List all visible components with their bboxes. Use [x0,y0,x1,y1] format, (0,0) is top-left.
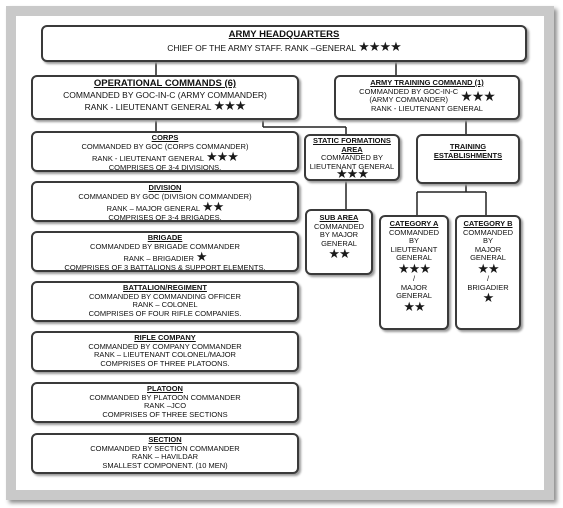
category-b-major-general-stars-icon: ★★ [477,260,499,276]
section-composition: SMALLEST COMPONENT. (10 MEN) [102,460,228,470]
division-box [31,181,299,222]
brigade-star-icon: ★ [195,249,207,265]
org-chart-canvas [16,16,544,490]
division-rank-text: RANK – MAJOR GENERAL [106,204,201,214]
corps-commander: COMMANDED BY GOC (CORPS COMMANDER) [81,141,249,151]
category-a-major-general-stars-icon: ★★ [403,298,425,314]
lieutenant-general-stars-icon: ★★★ [213,98,246,113]
operational-rank-text: RANK - LIEUTENANT GENERAL [84,102,212,112]
corps-stars-icon: ★★★ [206,149,238,165]
rifle-company-box [31,331,299,372]
sub-area-box [305,209,373,275]
category-b-line5: BRIGADIER [467,282,509,292]
corps-title: CORPS [151,133,179,142]
army-training-command-title: ARMY TRAINING COMMAND (1) [370,78,484,87]
battalion-box [31,281,299,322]
category-a-title: CATEGORY A [389,219,439,228]
platoon-title: PLATOON [147,384,183,393]
battalion-composition: COMPRISES OF FOUR RIFLE COMPANIES. [88,308,242,318]
sub-area-title: SUB AREA [319,213,359,222]
static-formations-stars-icon: ★★★ [336,166,368,182]
sub-area-line2: BY MAJOR [319,230,359,240]
brigade-title: BRIGADE [147,233,183,242]
sub-area-line3: GENERAL [321,238,357,248]
chief-rank-text: CHIEF OF THE ARMY STAFF. RANK –GENERAL [167,43,357,53]
battalion-commander: COMMANDED BY COMMANDING OFFICER [89,291,241,301]
platoon-composition: COMPRISES OF THREE SECTIONS [102,409,228,419]
rifle-company-composition: COMPRISES OF THREE PLATOONS. [100,358,230,368]
corps-rank-text: RANK - LIEUTENANT GENERAL [92,154,204,164]
sub-area-stars-icon: ★★ [328,246,350,262]
training-command-rank: RANK - LIEUTENANT GENERAL [371,103,483,113]
brigade-commander: COMMANDED BY BRIGADE COMMANDER [90,241,240,251]
division-title: DIVISION [148,183,182,192]
corps-composition: COMPRISES OF 3-4 DIVISIONS. [108,162,222,172]
brigade-rank-text: RANK – BRIGADIER [123,254,194,264]
section-box [31,433,299,474]
platoon-commander: COMMANDED BY PLATOON COMMANDER [89,392,241,402]
battalion-rank: RANK – COLONEL [132,300,198,310]
category-a-line3: LIEUTENANT [390,244,438,254]
platoon-rank: RANK –JCO [143,401,187,411]
division-rank [33,201,297,214]
category-a-line1: COMMANDED [389,227,439,237]
army-headquarters-title: ARMY HEADQUARTERS [228,29,340,40]
category-b-brigadier-star-icon: ★ [482,290,494,306]
section-commander: COMMANDED BY SECTION COMMANDER [90,443,240,453]
army-headquarters-chief [43,41,525,53]
corps-rank [33,151,297,164]
training-command-stars-icon: ★★★ [460,88,495,105]
picture-frame [6,6,554,500]
section-title: SECTION [148,435,182,444]
operational-commands-title: OPERATIONAL COMMANDS (6) [93,78,237,89]
category-b-box [455,215,521,330]
category-b-line3: MAJOR [474,244,502,254]
operational-commands-rank [33,100,297,112]
static-formations-rank: LIEUTENANT GENERAL [309,161,395,171]
brigade-composition: COMPRISES OF 3 BATTALIONS & SUPPORT ELEMENTS. [64,262,266,272]
division-composition: COMPRISES OF 3-4 BRIGADES. [108,212,222,222]
category-a-line2: BY [408,236,419,246]
static-formations-box [304,134,400,181]
category-b-line4: GENERAL [470,253,506,263]
static-formations-title: STATIC FORMATIONS [313,136,391,145]
category-b-line1: COMMANDED [463,227,513,237]
platoon-box [31,382,299,423]
division-stars-icon: ★★ [202,199,224,215]
category-b-title: CATEGORY B [463,219,513,228]
category-a-lt-general-stars-icon: ★★★ [398,260,430,276]
category-a-line5: MAJOR [400,282,428,292]
static-formations-area-title: AREA [341,144,363,154]
training-establishments-title2: ESTABLISHMENTS [433,150,503,160]
army-headquarters-box [41,25,527,62]
sub-area-line1: COMMANDED [314,221,364,231]
category-a-separator: / [412,273,416,283]
brigade-box [31,231,299,272]
category-a-line6: GENERAL [396,291,432,301]
general-stars-icon: ★★★★ [358,39,401,54]
operational-commands-box [31,75,299,120]
rifle-company-commander: COMMANDED BY COMPANY COMMANDER [88,341,242,351]
category-a-line4: GENERAL [396,253,432,263]
division-commander: COMMANDED BY GOC (DIVISION COMMANDER) [78,191,252,201]
category-b-line2: BY [482,236,493,246]
rifle-company-title: RIFLE COMPANY [134,333,196,342]
army-training-command-box [334,75,520,120]
category-a-box [379,215,449,330]
brigade-rank [33,251,297,264]
training-command-commander: COMMANDED BY GOC-IN-C [359,86,459,96]
rifle-company-rank: RANK – LIEUTENANT COLONEL/MAJOR [94,350,236,360]
category-b-separator: / [486,273,490,283]
training-establishments-box [416,134,520,184]
battalion-title: BATTALION/REGIMENT [123,283,207,292]
operational-commands-commander: COMMANDED BY GOC-IN-C (ARMY COMMANDER) [63,90,267,100]
corps-box [31,131,299,172]
training-command-army-commander: (ARMY COMMANDER) [369,95,448,105]
section-rank: RANK – HAVILDAR [131,452,199,462]
static-formations-commanded: COMMANDED BY [320,153,384,163]
training-establishments-title: TRAINING [449,142,487,151]
